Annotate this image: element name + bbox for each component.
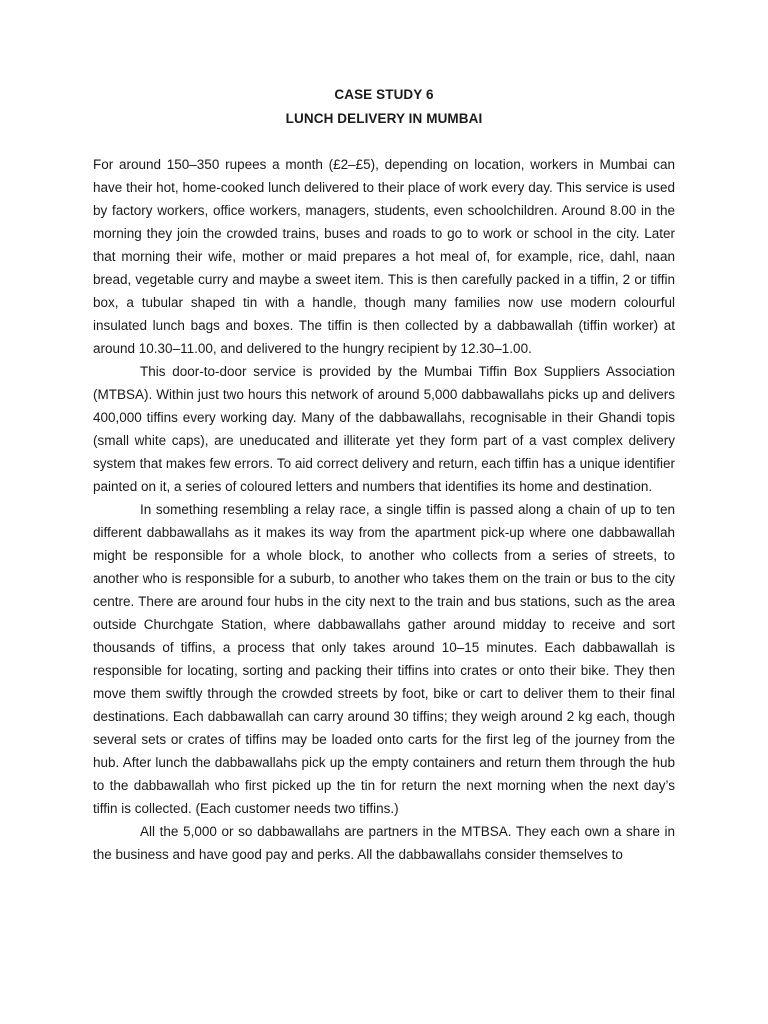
paragraph-intro: For around 150–350 rupees a month (£2–£5), depending on location, workers in Mumbai can have their hot, home-cooked lunch delivered to their place of work every day. This service is used by factory workers, office workers, managers, students, even schoolchildren. Around 8.00 in the morning they join the crowded trains, buses and roads to go to work or school in the city. Later that morning their wife, mother or maid prepares a hot meal of, for example, rice, dahl, naan bread, vegetable curry and maybe a sweet item. This is then carefully packed in a tiffin, 2 or tiffin box, a tubular shaped tin with a handle, though many families now use modern colourful insulated lunch bags and boxes. The tiffin is then collected by a dabbawallah (tiffin worker) at around 10.30–11.00, and delivered to the hungry recipient by 12.30–1.00. [93,157,675,356]
paragraph-mtbsa: This door-to-door service is provided by the Mumbai Tiffin Box Suppliers Association (MTBSA). Within just two hours this network of around 5,000 dabbawallahs picks up and delivers 400,000 tiffins every working day. Many of the dabbawallahs, recognisable in their Ghandi topis (small white caps), are uneducated and illiterate yet they form part of a vast complex delivery system that makes few errors. To aid correct delivery and return, each tiffin has a unique identifier painted on it, a series of coloured letters and numbers that identifies its home and destination. [93,364,675,494]
case-study-subtitle: LUNCH DELIVERY IN MUMBAI [285,111,483,126]
paragraph-partners: All the 5,000 or so dabbawallahs are partners in the MTBSA. They each own a share in the business and have good pay and perks. All the dabbawallahs consider themselves to [93,824,675,862]
document-body [93,153,675,866]
paragraph-relay: In something resembling a relay race, a single tiffin is passed along a chain of up to ten different dabbawallahs as it makes its way from the apartment pick-up where one dabbawallah might be responsible for a whole block, to another who collects from a series of streets, to another who is responsible for a suburb, to another who takes them on the train or bus to the city centre. There are around four hubs in the city next to the train and bus stations, such as the area outside Churchgate Station, where dabbawallahs gather around midday to receive and sort thousands of tiffins, a process that only takes around 10–15 minutes. Each dabbawallah is responsible for locating, sorting and packing their tiffins into crates or onto their bike. They then move them swiftly through the crowded streets by foot, bike or cart to deliver them to their final destinations. Each dabbawallah can carry around 30 tiffins; they weigh around 2 kg each, though several sets or crates of tiffins may be loaded onto carts for the first leg of the journey from the hub. After lunch the dabbawallahs pick up the empty containers and return them through the hub to the dabbawallah who first picked up the tin for return the next morning when the next day’s tiffin is collected. (Each customer needs two tiffins.) [93,502,675,816]
case-study-title: CASE STUDY 6 [334,87,434,102]
